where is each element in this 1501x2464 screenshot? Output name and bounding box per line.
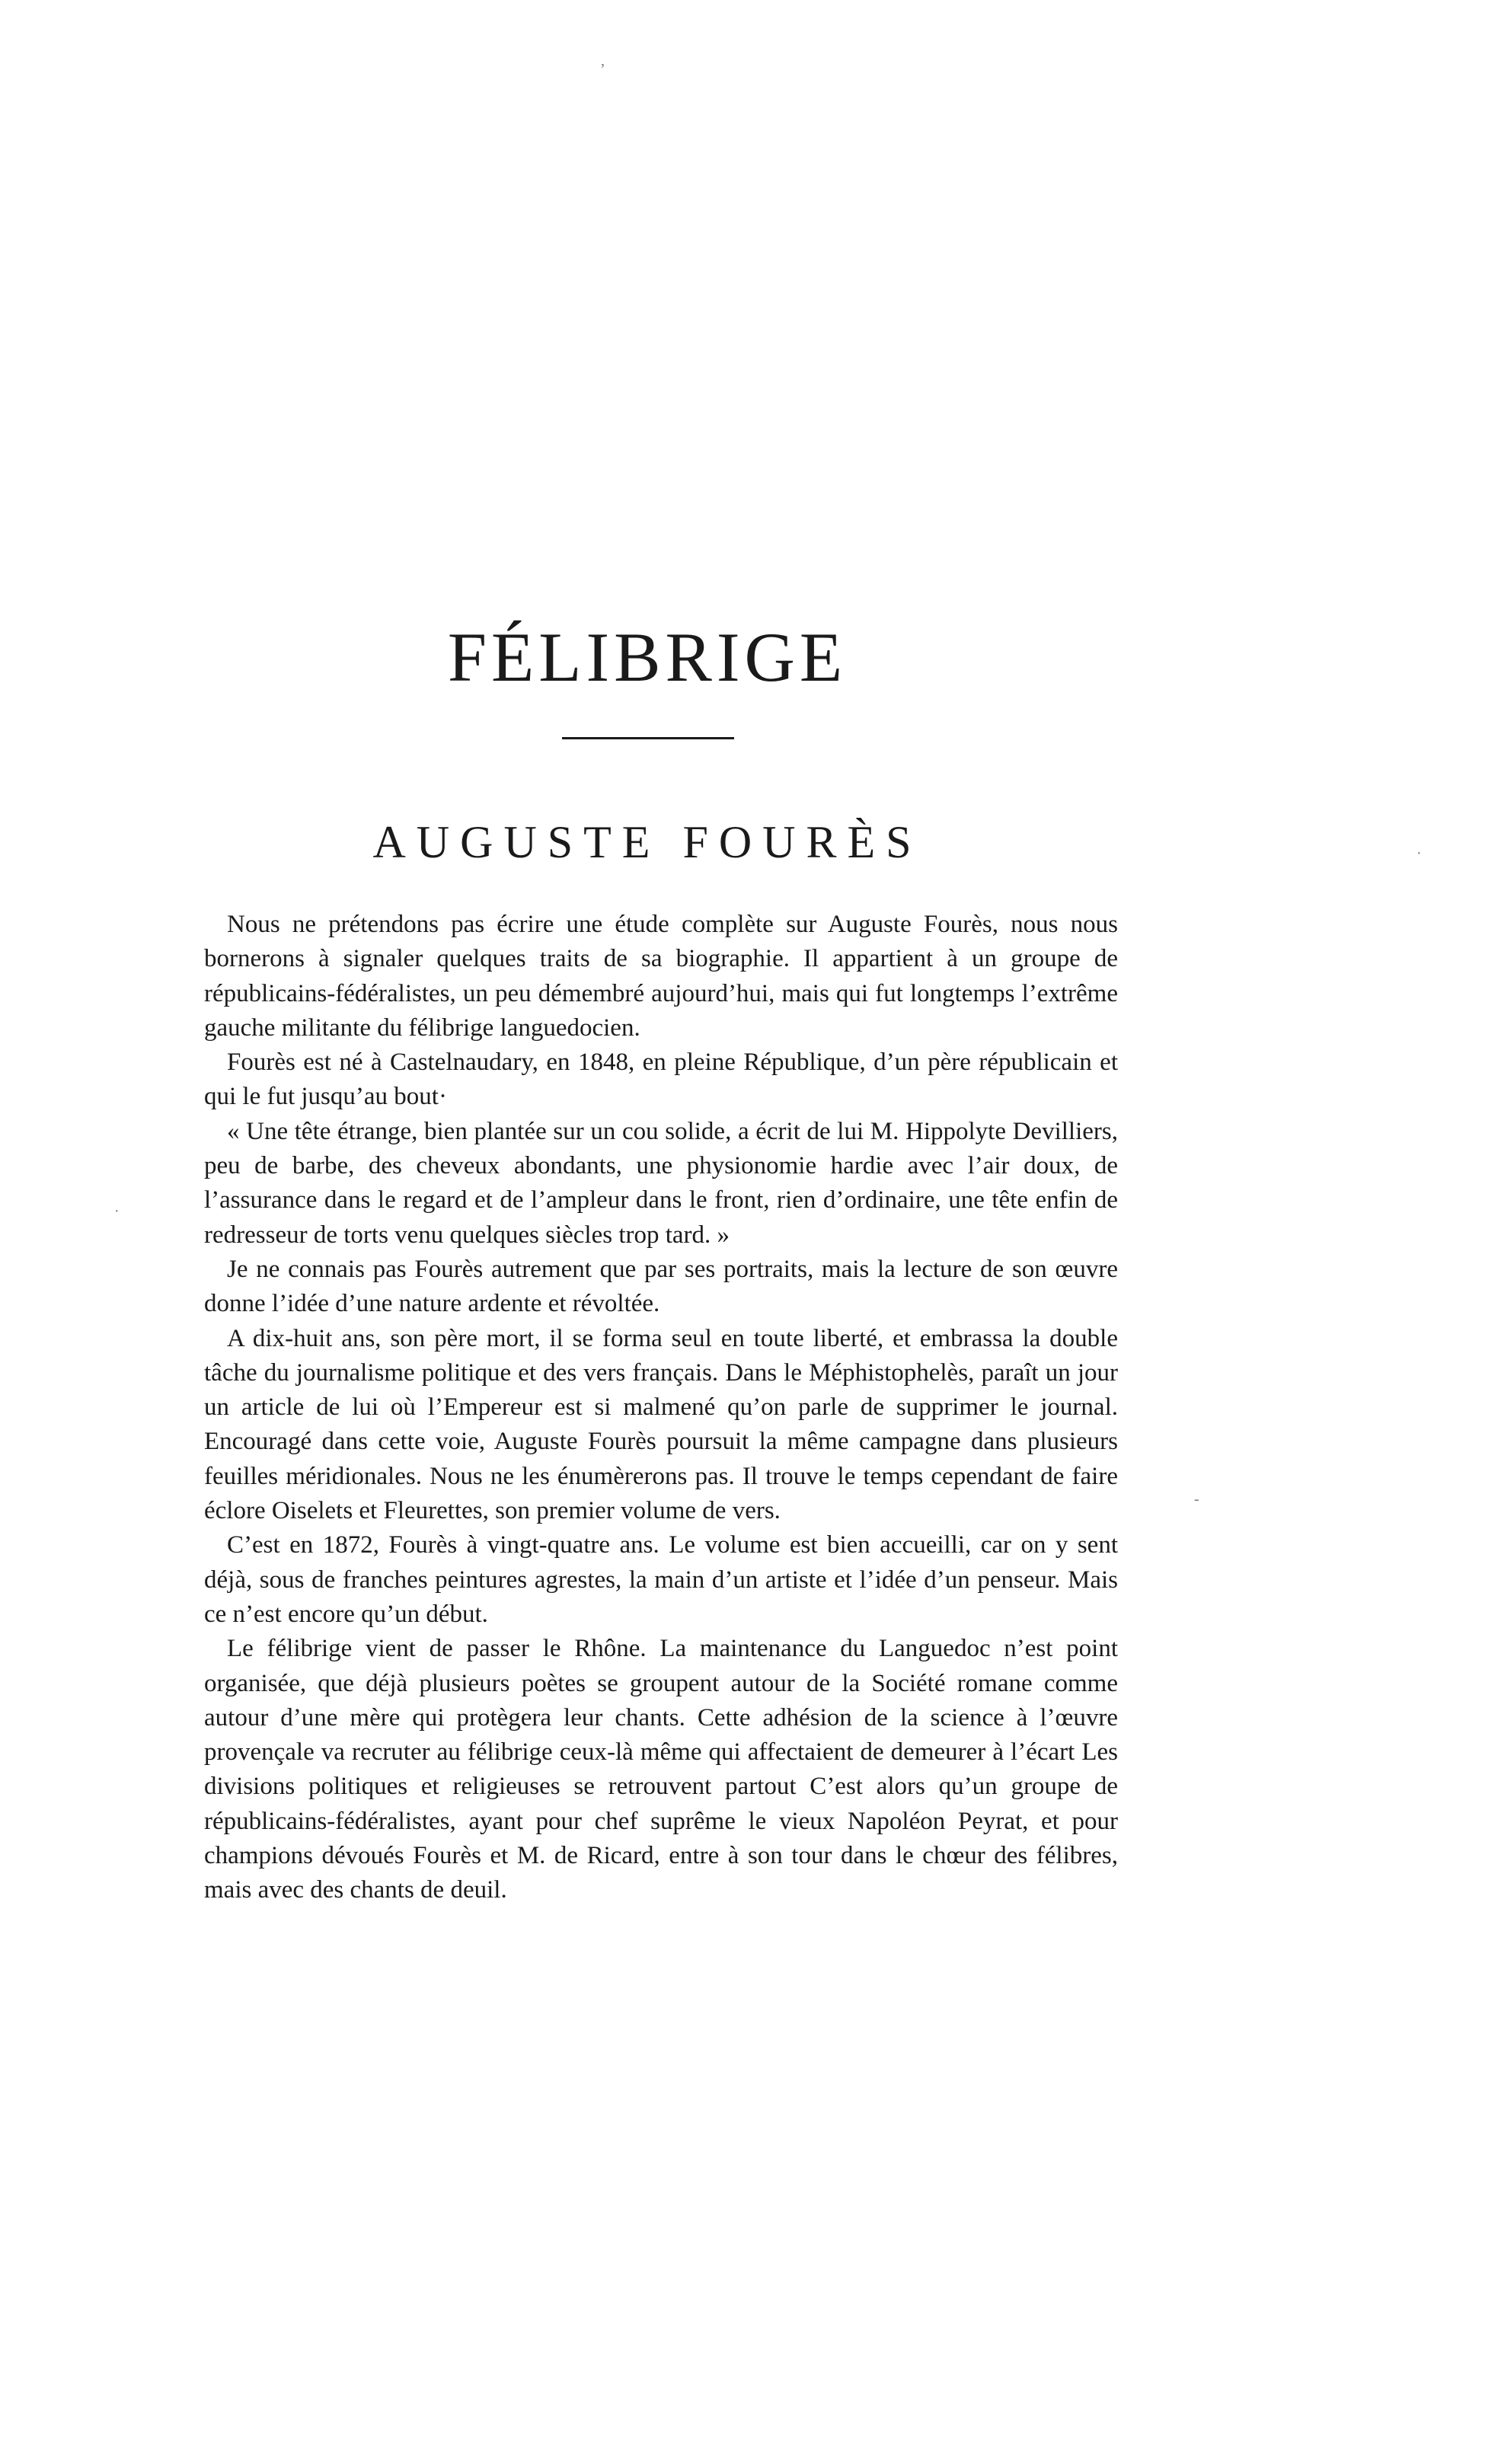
- paragraph: A dix-huit ans, son père mort, il se forma seul en toute liberté, et embrassa la double tâche du journalisme politique et des vers français. Dans le Méphistophelès, paraît un jour un article de lui où l’Empereur est si malmené qu’on parle de supprimer le journal. Encouragé dans cette voie, Auguste Fourès poursuit la même campagne dans plusieurs feuilles méridionales. Nous ne les énumèrerons pas. Il trouve le temps cependant de faire éclore Oiselets et Fleurettes, son premier volume de vers.: [204, 1324, 1118, 1525]
- paragraph: Je ne connais pas Fourès autrement que par ses portraits, mais la lecture de son œuvre donne l’idée d’une nature ardente et révoltée.: [204, 1255, 1118, 1318]
- paragraph: Fourès est né à Castelnaudary, en 1848, en pleine République, d’un père républicain et qui le fut jusqu’au bout·: [204, 1048, 1118, 1111]
- paragraph: Nous ne prétendons pas écrire une étude complète sur Auguste Fourès, nous nous bornerons à signaler quelques traits de sa biographie. Il appartient à un groupe de républicains-fédéralistes, un peu démembré aujourd’hui, mais qui fut longtemps l’extrême gauche militante du félibrige languedocien.: [204, 911, 1118, 1042]
- scan-speck: ’: [600, 61, 605, 78]
- scan-speck: ·: [1416, 845, 1422, 862]
- title-rule: [562, 737, 734, 739]
- article-body: [204, 908, 1118, 1908]
- page-title: FÉLIBRIGE: [447, 618, 848, 696]
- scan-speck: -: [1194, 1491, 1199, 1508]
- scan-speck: ·: [114, 1203, 120, 1220]
- paragraph: C’est en 1872, Fourès à vingt-quatre ans. Le volume est bien accueilli, car on y sent déjà, sous de franches peintures agrestes, la main d’un artiste et l’idée d’un penseur. Mais ce n’est encore qu’un début.: [204, 1531, 1118, 1628]
- paragraph: Le félibrige vient de passer le Rhône. La maintenance du Languedoc n’est point organisée, que déjà plusieurs poètes se groupent autour de la Société romane comme autour d’une mère qui protègera leur chants. Cette adhésion de la science à l’œuvre provençale va recruter au félibrige ceux-là même qui affectaient de demeurer à l’écart Les divisions politiques et religieuses se retrouvent partout C’est alors qu’un groupe de républicains-fédéralistes, ayant pour chef suprême le vieux Napoléon Peyrat, et pour champions dévoués Fourès et M. de Ricard, entre à son tour dans le chœur des félibres, mais avec des chants de deuil.: [204, 1635, 1118, 1904]
- paragraph: « Une tête étrange, bien plantée sur un cou solide, a écrit de lui M. Hippolyte Devilliers, peu de barbe, des cheveux abondants, une physionomie hardie avec l’air doux, de l’assurance dans le regard et de l’ampleur dans le front, rien d’ordinaire, une tête enfin de redresseur de torts venu quelques siècles trop tard. »: [204, 1117, 1118, 1249]
- article-subtitle: AUGUSTE FOURÈS: [372, 817, 922, 867]
